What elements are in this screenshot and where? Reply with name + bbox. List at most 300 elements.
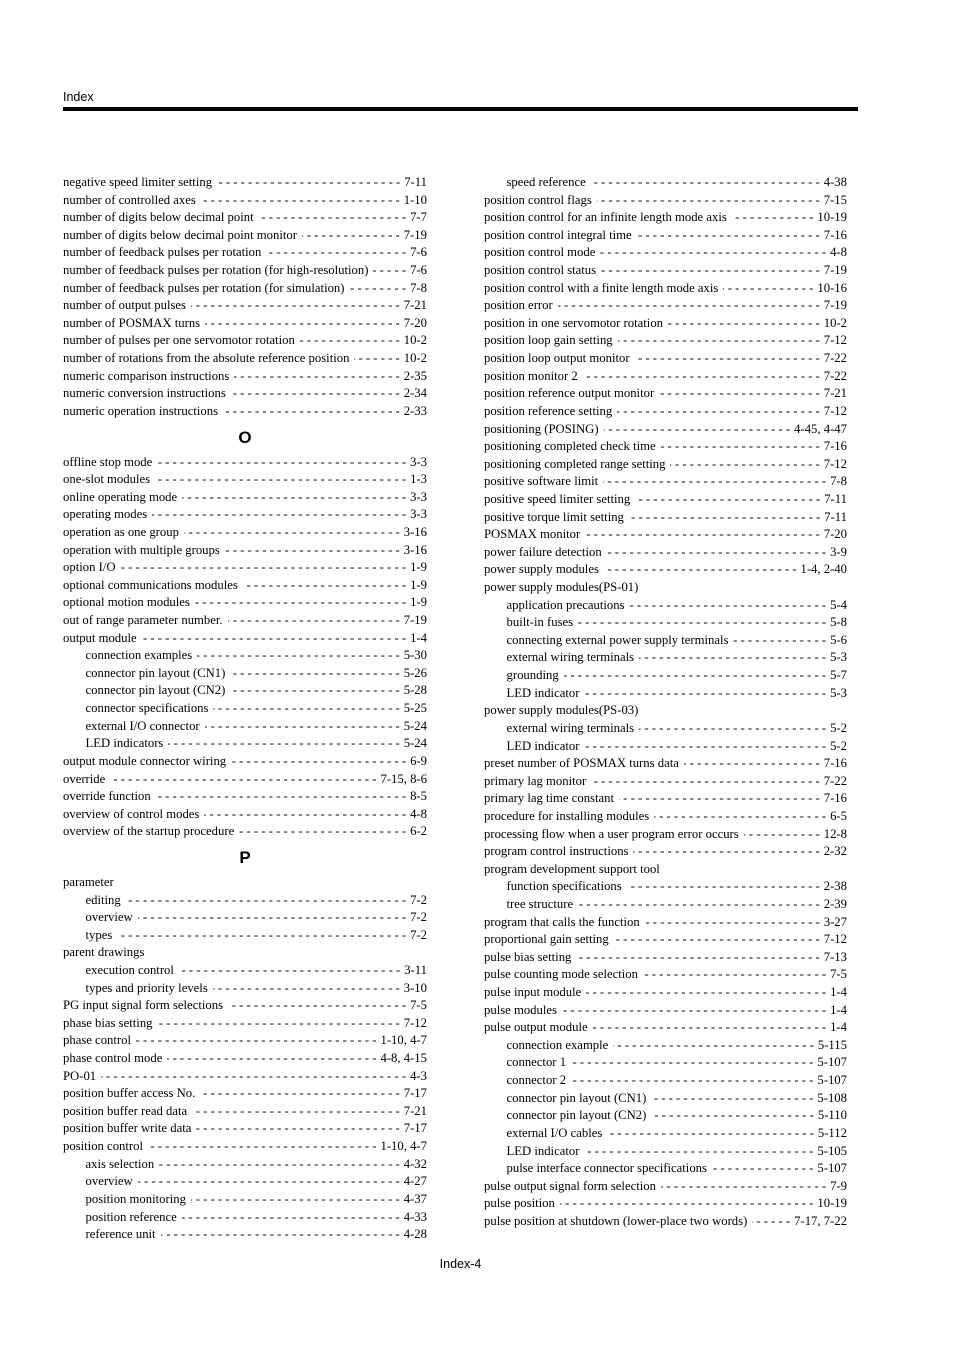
index-term: pulse interface connector specifications bbox=[506, 1161, 707, 1176]
leader-dashes bbox=[603, 473, 826, 491]
index-entry bbox=[484, 491, 847, 509]
index-term: position control status bbox=[484, 263, 597, 278]
leader-dashes bbox=[167, 1050, 376, 1068]
index-entry bbox=[63, 403, 427, 421]
index-term: pulse position bbox=[484, 1196, 555, 1211]
index-term: connector 1 bbox=[506, 1055, 567, 1070]
leader-dashes bbox=[601, 262, 820, 280]
index-term: connector pin layout (CN1) bbox=[506, 1090, 647, 1105]
index-entry bbox=[484, 297, 847, 315]
leader-dashes bbox=[639, 649, 826, 667]
index-entry bbox=[484, 931, 847, 949]
page-reference: 7-13 bbox=[823, 949, 847, 964]
leader-dashes bbox=[259, 209, 406, 227]
leader-dashes bbox=[191, 297, 400, 315]
page-reference: 5-3 bbox=[830, 650, 847, 665]
page-reference: 7-12 bbox=[403, 1015, 427, 1030]
leader-dashes bbox=[584, 1143, 813, 1161]
index-subentry bbox=[484, 649, 847, 667]
page-reference: 7-15, 8-6 bbox=[380, 771, 427, 786]
leader-dashes bbox=[558, 297, 820, 315]
page-reference: 7-21 bbox=[403, 298, 427, 313]
index-entry bbox=[484, 192, 847, 210]
index-subentry bbox=[484, 685, 847, 703]
leader-dashes bbox=[148, 1138, 376, 1156]
leader-dashes bbox=[560, 1195, 814, 1213]
page-reference: 4-33 bbox=[403, 1209, 427, 1224]
index-entry bbox=[63, 524, 427, 542]
index-entry bbox=[63, 1085, 427, 1103]
leader-dashes bbox=[228, 997, 406, 1015]
index-entry bbox=[63, 280, 427, 298]
index-term: PG input signal form selections bbox=[63, 998, 223, 1013]
page-reference: 5-108 bbox=[817, 1090, 847, 1105]
page-number: Index-4 bbox=[439, 1257, 482, 1271]
index-entry bbox=[63, 1015, 427, 1033]
index-term: position reference setting bbox=[484, 403, 613, 418]
index-subentry bbox=[484, 614, 847, 632]
index-term: grounding bbox=[506, 668, 559, 683]
leader-dashes bbox=[661, 438, 820, 456]
leader-dashes bbox=[576, 949, 819, 967]
leader-dashes bbox=[197, 647, 399, 665]
index-entry bbox=[484, 1019, 847, 1037]
index-term: position control integral time bbox=[484, 227, 632, 242]
page-reference: 4-38 bbox=[823, 175, 847, 189]
index-entry bbox=[484, 861, 847, 879]
index-subentry bbox=[484, 1125, 847, 1143]
index-subentry bbox=[63, 718, 427, 736]
page-reference: 5-3 bbox=[830, 685, 847, 700]
index-subentry bbox=[484, 896, 847, 914]
index-term: offline stop mode bbox=[63, 454, 153, 469]
page-reference: 2-34 bbox=[403, 386, 427, 401]
index-entry bbox=[63, 297, 427, 315]
index-term: position buffer read data bbox=[63, 1103, 188, 1118]
index-entry bbox=[484, 914, 847, 932]
page-reference: 7-16 bbox=[823, 791, 847, 806]
index-subentry bbox=[484, 1160, 847, 1178]
leader-dashes bbox=[266, 244, 406, 262]
page-reference: 5-2 bbox=[830, 720, 847, 735]
index-term: PO-01 bbox=[63, 1068, 97, 1083]
leader-dashes bbox=[231, 753, 406, 771]
page-reference: 7-12 bbox=[823, 403, 847, 418]
index-subentry bbox=[63, 1173, 427, 1191]
leader-dashes bbox=[239, 823, 406, 841]
index-term: phase control mode bbox=[63, 1051, 163, 1066]
leader-dashes bbox=[604, 421, 791, 439]
index-subentry bbox=[484, 1107, 847, 1125]
index-term: power failure detection bbox=[484, 544, 602, 559]
page-reference: 5-26 bbox=[403, 665, 427, 680]
leader-dashes bbox=[633, 843, 819, 861]
index-term: parent drawings bbox=[63, 945, 145, 960]
page-reference: 1-9 bbox=[410, 577, 427, 592]
leader-dashes bbox=[136, 1032, 376, 1050]
index-term: position buffer access No. bbox=[63, 1086, 196, 1101]
leader-dashes bbox=[228, 612, 400, 630]
index-term: pulse output module bbox=[484, 1020, 588, 1035]
index-entry bbox=[484, 773, 847, 791]
leader-dashes bbox=[191, 1191, 400, 1209]
index-column-right bbox=[484, 174, 847, 1231]
leader-dashes bbox=[618, 332, 820, 350]
leader-dashes bbox=[213, 980, 400, 998]
page-reference: 10-2 bbox=[823, 315, 847, 330]
page-reference: 1-9 bbox=[410, 595, 427, 610]
index-term: optional communications modules bbox=[63, 577, 238, 592]
index-term: pulse counting mode selection bbox=[484, 967, 638, 982]
leader-dashes bbox=[629, 509, 820, 527]
index-entry bbox=[63, 542, 427, 560]
index-subentry bbox=[63, 682, 427, 700]
leader-dashes bbox=[659, 385, 820, 403]
leader-dashes bbox=[617, 403, 819, 421]
section-heading: P bbox=[239, 847, 251, 867]
leader-dashes bbox=[585, 526, 820, 544]
index-term: position control bbox=[63, 1139, 143, 1154]
leader-dashes bbox=[302, 227, 400, 245]
page-reference: 7-22 bbox=[823, 368, 847, 383]
index-entry bbox=[484, 561, 847, 579]
page-reference: 7-15 bbox=[823, 192, 847, 207]
index-subentry bbox=[63, 647, 427, 665]
leader-dashes bbox=[712, 1160, 813, 1178]
index-term: optional motion modules bbox=[63, 595, 190, 610]
leader-dashes bbox=[213, 700, 399, 718]
index-entry bbox=[484, 949, 847, 967]
index-term: positioning (POSING) bbox=[484, 421, 599, 436]
page-reference: 7-11 bbox=[824, 491, 847, 506]
index-entry bbox=[63, 1050, 427, 1068]
index-term: numeric operation instructions bbox=[63, 403, 219, 418]
index-subentry bbox=[63, 892, 427, 910]
leader-dashes bbox=[152, 506, 406, 524]
index-term: POSMAX monitor bbox=[484, 527, 581, 542]
index-term: pulse input module bbox=[484, 985, 582, 1000]
page-reference: 10-2 bbox=[403, 333, 427, 348]
leader-dashes bbox=[217, 174, 400, 192]
index-subentry bbox=[63, 962, 427, 980]
index-term: proportional gain setting bbox=[484, 932, 609, 947]
index-entry bbox=[63, 997, 427, 1015]
leader-dashes bbox=[600, 244, 826, 262]
leader-dashes bbox=[156, 788, 406, 806]
leader-dashes bbox=[584, 738, 826, 756]
index-term: numeric comparison instructions bbox=[63, 368, 230, 383]
index-term: connector 2 bbox=[506, 1073, 567, 1088]
index-entry bbox=[484, 843, 847, 861]
page-reference: 3-9 bbox=[830, 544, 847, 559]
page-reference: 3-16 bbox=[403, 542, 427, 557]
page-reference: 1-3 bbox=[410, 472, 427, 487]
index-term: connector pin layout (CN1) bbox=[85, 665, 226, 680]
index-entry bbox=[63, 454, 427, 472]
index-entry bbox=[484, 421, 847, 439]
index-term: LED indicator bbox=[506, 738, 580, 753]
leader-dashes bbox=[723, 280, 813, 298]
index-term: preset number of POSMAX turns data bbox=[484, 756, 679, 771]
index-term: power supply modules(PS-03) bbox=[484, 703, 639, 718]
page-reference: 7-8 bbox=[830, 474, 847, 489]
leader-dashes bbox=[604, 561, 797, 579]
page-reference: 7-5 bbox=[410, 998, 427, 1013]
page-reference: 5-112 bbox=[817, 1125, 847, 1140]
page-reference: 7-22 bbox=[823, 351, 847, 366]
leader-dashes bbox=[192, 1103, 400, 1121]
page-reference: 7-5 bbox=[830, 967, 847, 982]
leader-dashes bbox=[619, 790, 820, 808]
index-entry bbox=[63, 262, 427, 280]
leader-dashes bbox=[230, 665, 399, 683]
page-reference: 4-32 bbox=[403, 1156, 427, 1171]
leader-dashes bbox=[651, 1090, 813, 1108]
index-term: operation with multiple groups bbox=[63, 542, 220, 557]
index-entry bbox=[63, 1032, 427, 1050]
leader-dashes bbox=[744, 826, 820, 844]
index-term: pulse position at shutdown (lower-place two words) bbox=[484, 1213, 748, 1228]
index-term: position reference output monitor bbox=[484, 386, 655, 401]
index-term: positioning completed range setting bbox=[484, 456, 666, 471]
page-reference: 3-3 bbox=[410, 507, 427, 522]
index-term: overview of control modes bbox=[63, 806, 200, 821]
index-subentry bbox=[63, 1226, 427, 1244]
index-term: positive software limit bbox=[484, 474, 599, 489]
index-entry bbox=[484, 403, 847, 421]
leader-dashes bbox=[637, 227, 820, 245]
index-entry bbox=[484, 438, 847, 456]
index-entry bbox=[63, 368, 427, 386]
leader-dashes bbox=[138, 909, 406, 927]
index-term: overview of the startup procedure bbox=[63, 824, 235, 839]
leader-dashes bbox=[635, 491, 820, 509]
index-term: position control with a finite length mode axis bbox=[484, 280, 719, 295]
index-entry bbox=[484, 808, 847, 826]
page-reference: 1-4 bbox=[830, 1020, 847, 1035]
leader-dashes bbox=[670, 456, 819, 474]
index-term: program that calls the function bbox=[484, 914, 640, 929]
page-reference: 7-12 bbox=[823, 456, 847, 471]
page-reference: 1-9 bbox=[410, 560, 427, 575]
index-entry bbox=[63, 753, 427, 771]
leader-dashes bbox=[195, 594, 406, 612]
leader-dashes bbox=[205, 718, 400, 736]
index-entry bbox=[484, 526, 847, 544]
header-rule bbox=[63, 107, 858, 111]
leader-dashes bbox=[661, 1178, 826, 1196]
index-entry bbox=[63, 771, 427, 789]
page-reference: 1-10, 4-7 bbox=[380, 1033, 427, 1048]
index-column-left bbox=[63, 174, 427, 1244]
index-term: positive torque limit setting bbox=[484, 509, 624, 524]
leader-dashes bbox=[684, 755, 820, 773]
page-reference: 7-16 bbox=[823, 756, 847, 771]
index-entry bbox=[63, 1120, 427, 1138]
leader-dashes bbox=[654, 808, 826, 826]
index-term: pulse output signal form selection bbox=[484, 1178, 656, 1193]
index-term: option I/O bbox=[63, 560, 116, 575]
index-term: number of pulses per one servomotor rotation bbox=[63, 333, 295, 348]
leader-dashes bbox=[578, 614, 826, 632]
page-reference: 5-110 bbox=[817, 1108, 847, 1123]
index-term: built-in fuses bbox=[506, 615, 574, 630]
index-subentry bbox=[63, 980, 427, 998]
index-subentry bbox=[63, 735, 427, 753]
index-entry bbox=[484, 790, 847, 808]
leader-dashes bbox=[168, 735, 399, 753]
index-entry bbox=[484, 209, 847, 227]
leader-dashes bbox=[564, 667, 826, 685]
index-term: primary lag time constant bbox=[484, 791, 615, 806]
page-reference: 5-2 bbox=[830, 738, 847, 753]
page-reference: 2-35 bbox=[403, 368, 427, 383]
leader-dashes bbox=[607, 1125, 814, 1143]
leader-dashes bbox=[155, 471, 406, 489]
index-term: connector pin layout (CN2) bbox=[506, 1108, 647, 1123]
index-subentry bbox=[63, 1209, 427, 1227]
index-subentry bbox=[484, 1090, 847, 1108]
page-reference: 7-22 bbox=[823, 773, 847, 788]
page-reference: 3-11 bbox=[404, 962, 427, 977]
leader-dashes bbox=[732, 209, 814, 227]
leader-dashes bbox=[630, 597, 827, 615]
page-reference: 12-8 bbox=[823, 826, 847, 841]
index-term: program control instructions bbox=[484, 844, 629, 859]
leader-dashes bbox=[639, 720, 826, 738]
leader-dashes bbox=[591, 174, 820, 192]
leader-dashes bbox=[586, 984, 826, 1002]
index-term: one-slot modules bbox=[63, 472, 151, 487]
index-subentry bbox=[484, 720, 847, 738]
leader-dashes bbox=[584, 685, 826, 703]
page-reference: 5-107 bbox=[817, 1073, 847, 1088]
index-term: online operating mode bbox=[63, 489, 178, 504]
page-reference: 7-8 bbox=[410, 280, 427, 295]
page-reference: 7-19 bbox=[823, 298, 847, 313]
index-entry bbox=[63, 209, 427, 227]
page-reference: 4-27 bbox=[403, 1174, 427, 1189]
leader-dashes bbox=[101, 1068, 406, 1086]
page-reference: 5-25 bbox=[403, 701, 427, 716]
leader-dashes bbox=[752, 1213, 790, 1231]
index-term: processing flow when a user program error occurs bbox=[484, 826, 739, 841]
index-subentry bbox=[484, 1037, 847, 1055]
index-term: number of feedback pulses per rotation (for high-resolution) bbox=[63, 263, 369, 278]
page-reference: 1-4, 2-40 bbox=[800, 562, 847, 577]
leader-dashes bbox=[243, 577, 406, 595]
page-reference: 5-24 bbox=[403, 718, 427, 733]
index-term: execution control bbox=[85, 962, 174, 977]
index-term: external I/O connector bbox=[85, 718, 200, 733]
page-reference: 7-21 bbox=[403, 1103, 427, 1118]
page-reference: 5-28 bbox=[403, 683, 427, 698]
index-term: number of feedback pulses per rotation bbox=[63, 245, 262, 260]
page-reference: 4-8, 4-15 bbox=[380, 1051, 427, 1066]
page-reference: 4-45, 4-47 bbox=[794, 421, 847, 436]
index-entry bbox=[63, 944, 427, 962]
index-subentry bbox=[63, 909, 427, 927]
page-reference: 7-2 bbox=[410, 892, 427, 907]
leader-dashes bbox=[158, 1015, 400, 1033]
index-term: connector specifications bbox=[85, 701, 209, 716]
page-reference: 7-11 bbox=[404, 175, 427, 189]
index-entry bbox=[484, 262, 847, 280]
page-reference: 7-16 bbox=[823, 227, 847, 242]
leader-dashes bbox=[110, 771, 376, 789]
index-entry bbox=[63, 788, 427, 806]
index-entry bbox=[484, 385, 847, 403]
index-term: override bbox=[63, 771, 106, 786]
index-term: LED indicator bbox=[506, 685, 580, 700]
leader-dashes bbox=[182, 489, 406, 507]
index-entry bbox=[63, 350, 427, 368]
page-reference: 6-5 bbox=[830, 808, 847, 823]
index-term: procedure for installing modules bbox=[484, 808, 650, 823]
page-reference: 5-6 bbox=[830, 632, 847, 647]
page-reference: 5-8 bbox=[830, 615, 847, 630]
index-term: external I/O cables bbox=[506, 1125, 603, 1140]
page-reference: 7-19 bbox=[403, 227, 427, 242]
index-entry bbox=[63, 612, 427, 630]
index-term: position loop output monitor bbox=[484, 351, 630, 366]
index-term: position control for an infinite length mode axis bbox=[484, 210, 727, 225]
index-term: position loop gain setting bbox=[484, 333, 613, 348]
index-entry bbox=[484, 1002, 847, 1020]
page-reference: 1-4 bbox=[830, 985, 847, 1000]
index-term: LED indicator bbox=[506, 1143, 580, 1158]
page-reference: 5-107 bbox=[817, 1161, 847, 1176]
leader-dashes bbox=[733, 632, 826, 650]
index-entry bbox=[484, 579, 847, 597]
leader-dashes bbox=[126, 892, 406, 910]
index-term: power supply modules(PS-01) bbox=[484, 580, 639, 595]
index-entry bbox=[484, 227, 847, 245]
section-heading: O bbox=[238, 427, 252, 447]
leader-dashes bbox=[593, 1019, 826, 1037]
index-subentry bbox=[63, 1156, 427, 1174]
page-reference: 7-11 bbox=[824, 509, 847, 524]
index-term: overview bbox=[85, 910, 133, 925]
page-reference: 3-10 bbox=[403, 980, 427, 995]
index-term: override function bbox=[63, 789, 151, 804]
index-term: external wiring terminals bbox=[506, 650, 635, 665]
leader-dashes bbox=[607, 544, 826, 562]
index-entry bbox=[63, 227, 427, 245]
index-entry bbox=[484, 315, 847, 333]
leader-dashes bbox=[159, 1156, 400, 1174]
index-entry bbox=[484, 509, 847, 527]
index-term: pulse bias setting bbox=[484, 949, 572, 964]
index-subentry bbox=[63, 927, 427, 945]
index-term: types and priority levels bbox=[85, 980, 208, 995]
leader-dashes bbox=[571, 1054, 813, 1072]
index-entry bbox=[63, 489, 427, 507]
page-reference: 7-12 bbox=[823, 932, 847, 947]
leader-dashes bbox=[668, 315, 820, 333]
leader-dashes bbox=[597, 192, 820, 210]
page-reference: 2-33 bbox=[403, 403, 427, 418]
index-entry bbox=[484, 350, 847, 368]
index-term: position reference bbox=[85, 1209, 177, 1224]
leader-dashes bbox=[583, 368, 820, 386]
index-term: connecting external power supply terminals bbox=[506, 632, 729, 647]
index-subentry bbox=[484, 738, 847, 756]
leader-dashes bbox=[121, 559, 407, 577]
index-term: positive speed limiter setting bbox=[484, 491, 631, 506]
page-reference: 7-9 bbox=[830, 1178, 847, 1193]
index-entry bbox=[63, 559, 427, 577]
